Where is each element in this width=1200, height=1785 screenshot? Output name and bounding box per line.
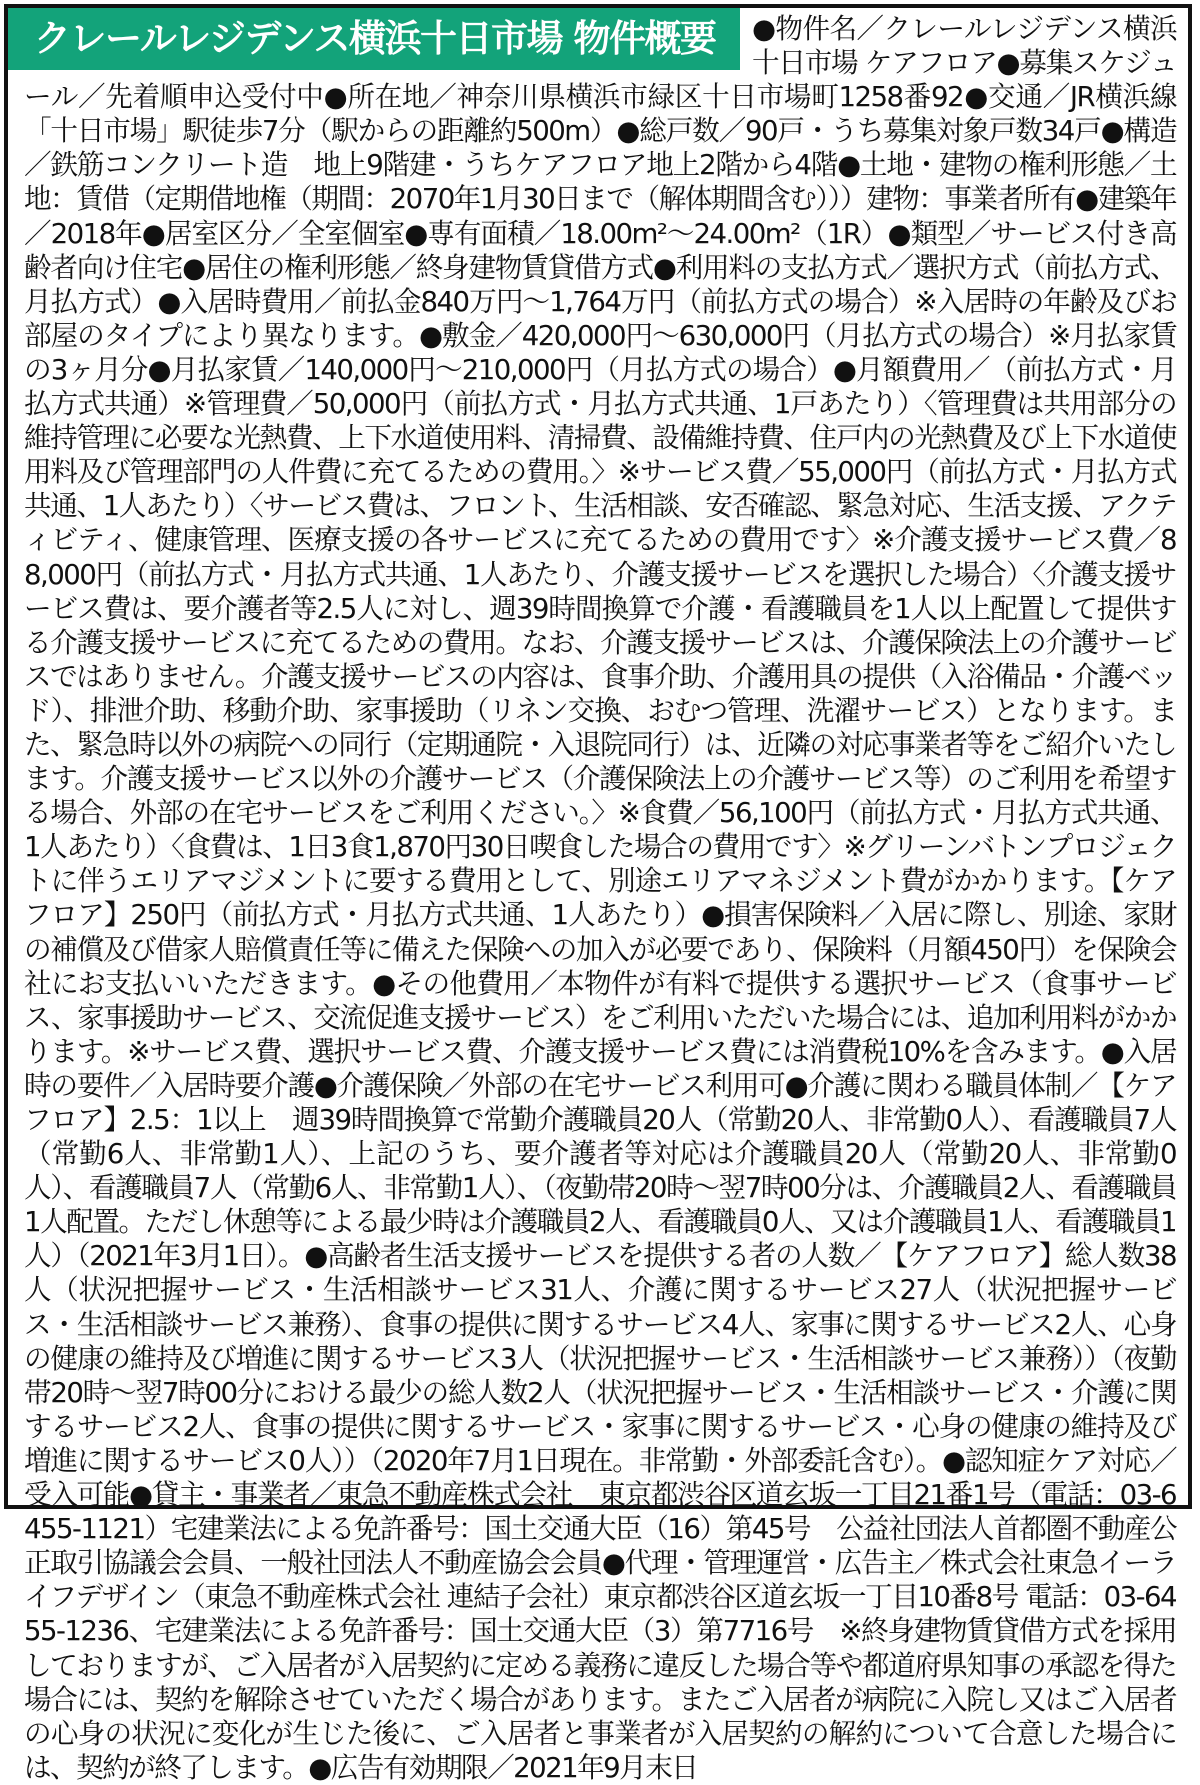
page-title: クレールレジデンス横浜十日市場 物件概要 <box>8 8 740 70</box>
property-details-text: ●物件名／クレールレジデンス横浜十日市場 ケアフロア●募集スケジュール／先着順申込受付中●所在地／神奈川県横浜市緑区十日市場町1258番92●交通／JR横浜線「十日市場」駅徒歩7分（駅からの距離約500m）●総戸数／90戸・うち募集対象戸数34戸●構造／鉄筋コンクリート造 地上9階建・うちケアフロア地上2階から4階●土地・建物の権利形態／土地：賃借（定期借地権（期間：2070年1月30日まで（解体期間含む）））建物：事業者所有●建築年／2018年●居室区分／全室個室●専有面積／18.00m²〜24.00m²（1R）●類型／サービス付き高齢者向け住宅●居住の権利形態／終身建物賃貸借方式●利用料の支払方式／選択方式（前払方式、月払方式）●入居時費用／前払金840万円〜1,764万円（前払方式の場合）※入居時の年齢及びお部屋のタイプにより異なります。●敷金／420,000円〜630,000円（月払方式の場合）※月払家賃の3ヶ月分●月払家賃／140,000円〜210,000円（月払方式の場合）●月額費用／（前払方式・月払方式共通）※管理費／50,000円（前払方式・月払方式共通、1戸あたり）〈管理費は共用部分の維持管理に必要な光熱費、上下水道使用料、清掃費、設備維持費、住戸内の光熱費及び上下水道使用料及び管理部門の人件費に充てるための費用。〉※サービス費／55,000円（前払方式・月払方式共通、1人あたり）〈サービス費は、フロント、生活相談、安否確認、緊急対応、生活支援、アクティビティ、健康管理、医療支援の各サービスに充てるための費用です〉※介護支援サービス費／88,000円（前払方式・月払方式共通、1人あたり、介護支援サービスを選択した場合）〈介護支援サービス費は、要介護者等2.5人に対し、週39時間換算で介護・看護職員を1人以上配置して提供する介護支援サービスに充てるための費用。なお、介護支援サービスは、介護保険法上の介護サービスではありません。介護支援サービスの内容は、食事介助、介護用具の提供（入浴備品・介護ベッド）、排泄介助、移動介助、家事援助（リネン交換、おむつ管理、洗濯サービス）となります。また、緊急時以外の病院への同行（定期通院・入退院同行）は、近隣の対応事業者等をご紹介いたします。介護支援サービス以外の介護サービス（介護保険法上の介護サービス等）のご利用を希望する場合、外部の在宅サービスをご利用ください。〉※食費／56,100円（前払方式・月払方式共通、1人あたり）〈食費は、1日3食1,870円30日喫食した場合の費用です〉※グリーンバトンプロジェクトに伴うエリアマジメントに要する費用として、別途エリアマネジメント費がかかります。【ケアフロア】250円（前払方式・月払方式共通、1人あたり）●損害保険料／入居に際し、別途、家財の補償及び借家人賠償責任等に備えた保険への加入が必要であり、保険料（月額450円）を保険会社にお支払いいただきます。●その他費用／本物件が有料で提供する選択サービス（食事サービス、家事援助サービス、交流促進支援サービス）をご利用いただいた場合には、追加利用料がかかります。※サービス費、選択サービス費、介護支援サービス費には消費税10%を含みます。●入居時の要件／入居時要介護●介護保険／外部の在宅サービス利用可●介護に関わる職員体制／【ケアフロア】2.5：1以上 週39時間換算で常勤介護職員20人（常勤20人、非常勤0人）、看護職員7人（常勤6人、非常勤1人）、上記のうち、要介護者等対応は介護職員20人（常勤20人、非常勤0人）、看護職員7人（常勤6人、非常勤1人）、（夜勤帯20時〜翌7時00分は、介護職員2人、看護職員1人配置。ただし休憩等による最少時は介護職員2人、看護職員0人、又は介護職員1人、看護職員1人）（2021年3月1日）。●高齢者生活支援サービスを提供する者の人数／【ケアフロア】総人数38人（状況把握サービス・生活相談サービス31人、介護に関するサービス27人（状況把握サービス・生活相談サービス兼務）、食事の提供に関するサービス4人、家事に関するサービス2人、心身の健康の維持及び増進に関するサービス3人（状況把握サービス・生活相談サービス兼務））（夜勤帯20時〜翌7時00分における最少の総人数2人（状況把握サービス・生活相談サービス・介護に関するサービス2人、食事の提供に関するサービス・家事に関するサービス・心身の健康の維持及び増進に関するサービス0人））（2020年7月1日現在。非常勤・外部委託含む）。●認知症ケア対応／受入可能●貸主・事業者／東急不動産株式会社 東京都渋谷区道玄坂一丁目21番1号（電話：03-6455-1121）宅建業法による免許番号：国土交通大臣（16）第45号 公益社団法人首都圏不動産公正取引協議会会員、一般社団法人不動産協会会員●代理・管理運営・広告主／株式会社東急イーライフデザイン（東急不動産株式会社 連結子会社）東京都渋谷区道玄坂一丁目10番8号 電話：03-6455-1236、宅建業法による免許番号：国土交通大臣（3）第7716号 ※終身建物賃貸借方式を採用しておりますが、ご入居者が入居契約に定める義務に違反した場合等や都道府県知事の承認を得た場合には、契約を解除させていただく場合があります。またご入居者が病院に入院し又はご入居者の心身の状況に変化が生じた後に、ご入居者と事業者が入居契約の解約について合意した場合には、契約が終了します。●広告有効期限／2021年9月末日 <box>24 12 1176 1784</box>
property-overview-panel <box>4 4 1192 1784</box>
property-overview-body <box>8 8 1188 1785</box>
